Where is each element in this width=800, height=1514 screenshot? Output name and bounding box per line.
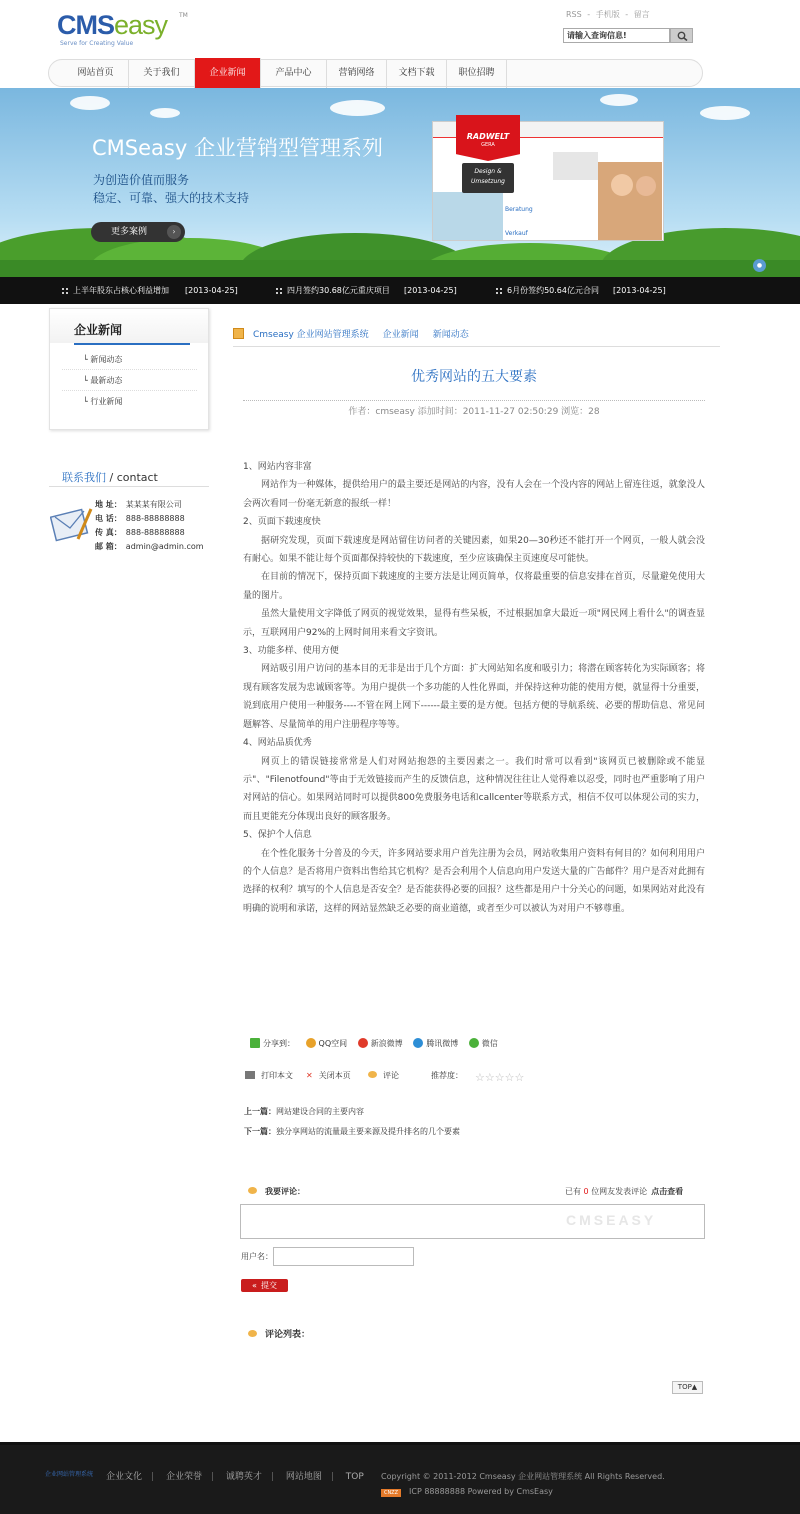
- ticker-date: [2013-04-25]: [185, 286, 238, 295]
- more-cases-button[interactable]: [91, 222, 185, 242]
- footer-link-honors[interactable]: 企业荣誉: [165, 1472, 202, 1482]
- close-page-button[interactable]: [306, 1070, 351, 1081]
- printer-icon: [245, 1071, 255, 1079]
- comment-icon: [248, 1330, 257, 1337]
- nav-item-products[interactable]: 产品中心: [261, 60, 327, 88]
- site-logo[interactable]: [57, 10, 197, 46]
- comment-watermark: CMSEASY: [566, 1212, 657, 1228]
- weibo-icon: [358, 1038, 368, 1048]
- footer-icp: [381, 1487, 553, 1497]
- footer-link-careers[interactable]: 诚聘英才: [225, 1472, 262, 1482]
- count-suffix: 位网友发表评论: [591, 1187, 648, 1196]
- shot-item-2: Verkauf: [505, 230, 528, 237]
- logo-slogan: Serve for Creating Value: [60, 40, 134, 47]
- nav-item-network[interactable]: 营销网络: [327, 60, 387, 88]
- rating-label: 推荐度：: [431, 1071, 463, 1080]
- contact-label: 地 址：: [95, 500, 122, 509]
- category-box: [49, 308, 209, 430]
- ticker-text: 6月份签约50.64亿元合同: [507, 286, 599, 295]
- article-subheading: 3、功能多样、使用方便: [243, 646, 339, 657]
- breadcrumb-item[interactable]: 新闻动态: [432, 330, 469, 340]
- share-qzone[interactable]: QQ空间: [318, 1039, 348, 1048]
- star-icon[interactable]: ☆: [475, 1071, 485, 1084]
- news-ticker: [0, 277, 800, 304]
- badge-brand: RADWELT: [466, 132, 510, 141]
- ticker-item[interactable]: [276, 277, 390, 304]
- article-paragraph: 虽然大量使用文字降低了网页的视觉效果，显得有些呆板，不过根据加拿大最近一项"网民网上看什么"的调查显示，互联网用户92%的上网时间用来看文字资讯。: [243, 609, 705, 638]
- share-wechat[interactable]: 微信: [481, 1039, 498, 1048]
- icp-text: ICP 88888888 Powered by CmsEasy: [409, 1487, 553, 1496]
- badge-text-2: Umsetzung: [471, 178, 505, 185]
- main-nav: [48, 59, 703, 87]
- comment-count: [565, 1186, 683, 1197]
- logo-main: CMS: [57, 10, 114, 40]
- nav-item-downloads[interactable]: 文档下载: [387, 60, 447, 88]
- count-prefix: 已有: [565, 1187, 581, 1196]
- sidebar-item-latest[interactable]: └ 最新动态: [83, 376, 123, 385]
- comment-icon: [248, 1187, 257, 1194]
- tencent-weibo-icon: [413, 1038, 423, 1048]
- more-cases-label: 更多案例: [111, 227, 148, 237]
- submit-button[interactable]: [241, 1279, 288, 1292]
- prev-label: 上一篇：: [244, 1107, 276, 1116]
- share-label: 分享到：: [263, 1039, 295, 1048]
- comment-form-title: 我要评论：: [265, 1187, 305, 1196]
- contact-value: 888-88888888: [125, 514, 185, 523]
- search-input[interactable]: [563, 28, 670, 43]
- star-icon[interactable]: ☆: [514, 1071, 525, 1084]
- view-comments-link[interactable]: 点击查看: [651, 1187, 684, 1196]
- logo-wordmark: [57, 10, 167, 41]
- badge-sub: GERA: [481, 142, 495, 148]
- footer-link-top[interactable]: TOP: [345, 1472, 364, 1482]
- comment-label: 评论: [383, 1071, 399, 1080]
- ticker-date: [2013-04-25]: [613, 286, 666, 295]
- contact-title: [62, 469, 158, 485]
- ticker-item[interactable]: [62, 277, 169, 304]
- envelope-icon: [50, 503, 94, 543]
- star-icon[interactable]: ☆: [504, 1071, 515, 1084]
- share-weibo[interactable]: 新浪微博: [370, 1039, 403, 1048]
- article-paragraph: 据研究发现，页面下载速度是网站留住访问者的关键因素，如果20—30秒还不能打开一个网页，一般人就会没有耐心。如果不能让每个页面都保持较快的下载速度，至少应该确保主页速度尽可能快。: [243, 535, 705, 565]
- article-subheading: 2、页面下载速度快: [243, 517, 321, 528]
- article-paragraph: 网站吸引用户访问的基本目的无非是出于几个方面：扩大网站知名度和吸引力；将潜在顾客转化为实际顾客；将现有顾客发展为忠诚顾客等。为用户提供一个多功能的人性化界面，并保持这种功能的使用方便，就显得十分重要，说到底用户使用一种服务----不管在网上网下------最主要的是方便。包括方便的导航系统、必要的帮助信息、常见问题解答、尽量简单的用户注册程序等等。: [243, 664, 705, 730]
- qzone-icon: [306, 1038, 316, 1048]
- article-subheading: 1、网站内容非富: [243, 462, 312, 472]
- site-header: [0, 0, 800, 88]
- rss-link[interactable]: RSS: [566, 10, 582, 19]
- banner-subtitle-1: 为创造价值而服务: [93, 173, 190, 187]
- banner-subtitle-2: 稳定、可靠、强大的技术支持: [93, 191, 250, 205]
- breadcrumb-item[interactable]: 企业新闻: [382, 330, 419, 340]
- sidebar-item-industry[interactable]: └ 行业新闻: [83, 397, 123, 406]
- comment-list-title: 评论列表：: [265, 1330, 311, 1340]
- link-separator: -: [625, 10, 629, 19]
- print-button[interactable]: [245, 1070, 293, 1081]
- contact-label: 邮 箱：: [95, 542, 122, 551]
- site-footer: [0, 1442, 800, 1514]
- article-paragraph: 在个性化服务十分普及的今天，许多网站要求用户首先注册为会员，网站收集用户资料有何目的？如何利用用户的个人信息？是否将用户资料出售给其它机构？是否会利用个人信息向用户发送大量的广告邮件？用户是否对此拥有选择的权利？填写的个人信息是否安全？是否能获得必要的回报？这些都是用户十分关心的问题，如果网站对此没有明确的说明和承诺，这样的网站显然缺乏必要的商业道德，或者至少可以被认为对用户不够尊重。: [243, 848, 705, 914]
- badge-text-1: Design &: [474, 168, 502, 175]
- rating-stars[interactable]: [475, 1071, 524, 1084]
- comment-icon: [368, 1071, 377, 1078]
- plus-icon: [250, 1038, 260, 1048]
- article-subheading: 5、保护个人信息: [243, 830, 312, 841]
- close-icon: ✕: [306, 1071, 313, 1080]
- contact-value[interactable]: admin@admin.com: [125, 542, 204, 551]
- contact-label: 电 话：: [95, 514, 122, 523]
- next-label: 下一篇：: [244, 1127, 276, 1136]
- nav-item-news[interactable]: 企业新闻: [195, 58, 261, 88]
- print-label: 打印本文: [261, 1071, 293, 1080]
- footer-link-sitemap[interactable]: 网站地图: [285, 1472, 322, 1482]
- back-to-top-button[interactable]: TOP▲: [672, 1381, 703, 1394]
- username-input[interactable]: [273, 1247, 414, 1266]
- submit-label: 提交: [260, 1281, 277, 1290]
- contact-label: 传 真：: [95, 528, 122, 537]
- next-article: [244, 1126, 460, 1137]
- contact-email: [95, 541, 204, 552]
- mobile-link[interactable]: 手机版: [595, 10, 620, 19]
- sidebar-item-news-updates[interactable]: └ 新闻动态: [83, 355, 123, 364]
- count-value: 0: [583, 1187, 589, 1196]
- footer-logo[interactable]: 企业网站管理系统: [45, 1471, 94, 1478]
- ticker-item[interactable]: [496, 277, 599, 304]
- share-bar: [250, 1038, 506, 1049]
- nav-item-about[interactable]: 关于我们: [129, 60, 195, 88]
- contact-title-en: contact: [116, 471, 158, 484]
- search-icon: [677, 31, 688, 41]
- category-title: 企业新闻: [74, 323, 123, 337]
- hero-banner: [0, 88, 800, 277]
- ticker-text: 四月签约30.68亿元重庆项目: [287, 286, 390, 295]
- nav-item-home[interactable]: 网站首页: [63, 60, 129, 88]
- comment-list-header: [248, 1327, 310, 1340]
- article-paragraph: 在目前的情况下，保持页面下载速度的主要方法是让网页简单，仅将最重要的信息安排在首页，尽量避免使用大量的图片。: [243, 572, 705, 601]
- bullet-icon: [62, 288, 68, 294]
- breadcrumb-item[interactable]: Cmseasy 企业网站管理系统: [253, 330, 369, 340]
- chevron-right-icon: ›: [167, 225, 181, 239]
- ticker-date: [2013-04-25]: [404, 286, 457, 295]
- article-paragraph: 网页上的错误链接常常是人们对网站抱怨的主要因素之一。我们时常可以看到"该网页已被删除或不能显示"、"Filenotfound"等由于无效链接而产生的反馈信息，这种情况往往让人觉得难以忍受，同时也严重影响了用户对网站的信心。如果网站同时可以提供800免费服务电话和callcenter等联系方式，相信不仅可以体现公司的实力，而且更能充分体现出良好的顾客服务。: [243, 756, 705, 822]
- banner-pager-icon[interactable]: ●: [753, 259, 766, 272]
- bullet-icon: [496, 288, 502, 294]
- home-icon: [233, 328, 244, 339]
- divider: [62, 390, 197, 391]
- divider: [233, 346, 720, 347]
- wechat-icon: [469, 1038, 479, 1048]
- star-icon[interactable]: ☆: [494, 1071, 505, 1084]
- breadcrumb: [233, 327, 483, 340]
- article-title: 优秀网站的五大要素: [411, 369, 537, 385]
- prev-article-link[interactable]: 网站建设合同的主要内容: [276, 1107, 364, 1116]
- close-label: 关闭本页: [318, 1071, 351, 1080]
- ticker-text: 上半年股东占核心利益增加: [73, 286, 169, 295]
- search-box: [563, 28, 693, 43]
- contact-title-cn: 联系我们: [62, 471, 106, 484]
- top-links: [566, 9, 653, 20]
- contact-title-sep: /: [106, 471, 117, 484]
- cnzz-badge[interactable]: CNZZ: [381, 1489, 401, 1497]
- banner-title: CMSeasy 企业营销型管理系列: [92, 136, 383, 160]
- prev-article: [244, 1106, 364, 1117]
- logo-accent: easy: [114, 10, 168, 40]
- article-meta: 作者：cmseasy 添加时间：2011-11-27 02:50:29 浏览：28: [348, 407, 600, 417]
- double-chevron-icon: «: [252, 1281, 257, 1290]
- next-article-link[interactable]: 独分享网站的流量最主要来源及提升排名的几个要素: [276, 1127, 460, 1136]
- bullet-icon: [276, 288, 282, 294]
- nav-item-jobs[interactable]: 职位招聘: [447, 60, 507, 88]
- divider: [49, 486, 209, 487]
- comment-link[interactable]: [368, 1070, 399, 1081]
- contact-phone: [95, 513, 185, 524]
- article-paragraph: 网站作为一种媒体，提供给用户的最主要还是网站的内容，没有人会在一个没内容的网站上留连往返，就象没人会两次看同一份毫无新意的报纸一样！: [243, 480, 705, 509]
- footer-copyright: Copyright © 2011-2012 Cmseasy 企业网站管理系统 All Rights Reserved.: [381, 1472, 665, 1481]
- category-underline: [74, 343, 190, 345]
- contact-fax: [95, 527, 185, 538]
- footer-link-culture[interactable]: 企业文化: [106, 1472, 143, 1482]
- article-content: [243, 458, 705, 918]
- logo-tm: TM: [179, 12, 188, 19]
- contact-address: [95, 499, 182, 510]
- share-tencent[interactable]: 腾讯微博: [426, 1039, 459, 1048]
- footer-links: 企业文化 | 企业荣誉 | 诚聘英才 | 网站地图 | TOP: [106, 1472, 364, 1482]
- shot-item-1: Beratung: [505, 206, 533, 213]
- star-icon[interactable]: ☆: [484, 1071, 495, 1084]
- divider: [62, 369, 197, 370]
- showcase-badge: [456, 115, 520, 201]
- divider: [243, 400, 705, 401]
- link-separator: -: [587, 10, 591, 19]
- article-subheading: 4、网站品质优秀: [243, 738, 312, 749]
- contact-value: 某某某有限公司: [125, 500, 182, 509]
- search-button[interactable]: [670, 28, 693, 43]
- contact-value: 888-88888888: [125, 528, 185, 537]
- comment-form-header: [248, 1186, 305, 1197]
- guestbook-link[interactable]: 留言: [633, 10, 650, 19]
- username-label: 用户名：: [241, 1252, 273, 1261]
